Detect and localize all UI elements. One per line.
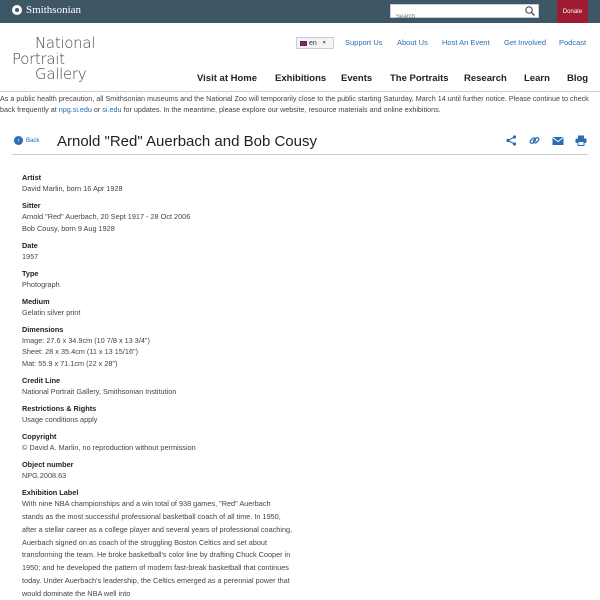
- restrictions-label: Restrictions & Rights: [22, 404, 97, 414]
- exhibition-label-text: With nine NBA championships and a win total of 938 games, "Red" Auerbach stands as the most successful professional basketball coach of all time. In 1950, after a stellar career as a college player and several years of professional coaching, Auerbach signed on as coach of the struggling Boston Celtics and set about transforming the team. He broke basketball's color line by drafting Chuck Cooper in 1950; and he developed the pattern of modern fast-break basketball that continues today. Under Auerbach's leadership, the Celtics emerged as a perennial power that would dominate the NBA well into: [22, 499, 293, 598]
- field-artist: [22, 172, 292, 195]
- credit-label: Credit Line: [22, 376, 61, 386]
- notice-link-npg[interactable]: npg.si.edu: [58, 105, 92, 114]
- chevron-down-icon: ▼: [321, 40, 327, 46]
- object-number-value: NPG.2008.63: [22, 471, 67, 481]
- logo-line-portrait: Portrait: [12, 49, 65, 68]
- back-arrow-icon: ‹: [14, 136, 23, 145]
- restrictions-value: Usage conditions apply: [22, 415, 98, 425]
- nav-the-portraits[interactable]: The Portraits: [390, 73, 449, 84]
- nav-research[interactable]: Research: [464, 73, 507, 84]
- medium-value: Gelatin silver print: [22, 307, 81, 317]
- field-exhibition-label: [22, 487, 292, 600]
- notice-link-si[interactable]: si.edu: [102, 105, 122, 114]
- share-toolbar: [505, 134, 587, 147]
- nav-events[interactable]: Events: [341, 73, 373, 84]
- closure-notice: [0, 93, 600, 115]
- header-divider: [0, 91, 600, 92]
- nav-visit-at-home[interactable]: Visit at Home: [197, 73, 258, 84]
- dimensions-label: Dimensions: [22, 324, 64, 334]
- sitter-value-2: Bob Cousy, born 9 Aug 1928: [22, 223, 115, 233]
- logo-line-gallery: Gallery: [35, 65, 87, 83]
- smithsonian-brand: Smithsonian: [26, 4, 82, 16]
- field-medium: [22, 296, 292, 319]
- language-value: en: [309, 39, 317, 47]
- share-icon[interactable]: [505, 134, 518, 147]
- logo-line-national: National: [35, 34, 96, 52]
- artist-value: David Marlin, born 16 Apr 1928: [22, 184, 123, 193]
- dimensions-mat: Mat: 55.9 x 71.1cm (22 x 28"): [22, 359, 118, 369]
- nav-get-involved[interactable]: Get Involved: [504, 38, 547, 47]
- field-restrictions: [22, 403, 292, 426]
- date-value: 1957: [22, 251, 39, 261]
- notice-text-1: As a public health precaution, all Smithsonian museums and the National Zoo will temporarily close to the public starting Saturday, March 14 until further notice. Please continue to check back frequently at: [0, 94, 589, 114]
- back-button[interactable]: [14, 136, 39, 145]
- smithsonian-sun-icon: [12, 5, 22, 15]
- language-select[interactable]: [296, 37, 334, 49]
- nav-support-us[interactable]: Support Us: [345, 38, 383, 47]
- object-details: [22, 172, 292, 600]
- object-number-label: Object number: [22, 460, 74, 470]
- artist-label: Artist: [22, 173, 42, 182]
- nav-exhibitions[interactable]: Exhibitions: [275, 73, 327, 84]
- dimensions-sheet: Sheet: 28 x 35.4cm (11 x 13 15/16"): [22, 347, 139, 357]
- title-divider: [12, 154, 588, 155]
- search-icon[interactable]: [524, 5, 536, 17]
- search-input[interactable]: [391, 11, 521, 23]
- credit-value: National Portrait Gallery, Smithsonian Institution: [22, 387, 177, 397]
- notice-text-3: for updates. In the meantime, please explore our website, resource materials and online exhibitions.: [121, 105, 441, 114]
- page-title: Arnold "Red" Auerbach and Bob Cousy: [57, 133, 317, 150]
- copyright-label: Copyright: [22, 432, 57, 442]
- sitter-value-1: Arnold "Red" Auerbach, 20 Sept 1917 - 28 Oct 2006: [22, 212, 191, 221]
- type-value: Photograph: [22, 279, 60, 289]
- nav-podcast[interactable]: Podcast: [559, 38, 587, 47]
- smithsonian-topbar: [0, 0, 600, 23]
- date-label: Date: [22, 240, 38, 250]
- nav-about-us[interactable]: About Us: [397, 38, 428, 47]
- nav-blog[interactable]: Blog: [567, 73, 589, 84]
- field-credit-line: [22, 375, 292, 398]
- sitter-label: Sitter: [22, 201, 41, 210]
- field-copyright: [22, 431, 292, 454]
- field-object-number: [22, 459, 292, 482]
- field-type: [22, 268, 292, 291]
- medium-label: Medium: [22, 296, 50, 306]
- uk-flag-icon: [300, 41, 307, 46]
- nav-learn[interactable]: Learn: [524, 73, 550, 84]
- link-icon[interactable]: [528, 134, 541, 147]
- nav-host-an-event[interactable]: Host An Event: [442, 38, 490, 47]
- smithsonian-logo[interactable]: [12, 4, 81, 16]
- type-label: Type: [22, 268, 39, 278]
- field-dimensions: [22, 324, 292, 370]
- exhibition-label-heading: Exhibition Label: [22, 488, 79, 498]
- notice-text-2: or: [91, 105, 103, 114]
- copyright-value: © David A. Marlin, no reproduction without permission: [22, 443, 196, 453]
- email-icon[interactable]: [551, 134, 564, 147]
- search-box: [390, 4, 539, 18]
- dimensions-image: Image: 27.6 x 34.9cm (10 7/8 x 13 3/4"): [22, 335, 150, 345]
- field-sitter: [22, 200, 292, 234]
- back-label: Back: [26, 137, 40, 144]
- print-icon[interactable]: [574, 134, 587, 147]
- field-date: [22, 240, 292, 263]
- npg-logo[interactable]: [12, 36, 95, 83]
- donate-button[interactable]: Donate: [557, 0, 588, 23]
